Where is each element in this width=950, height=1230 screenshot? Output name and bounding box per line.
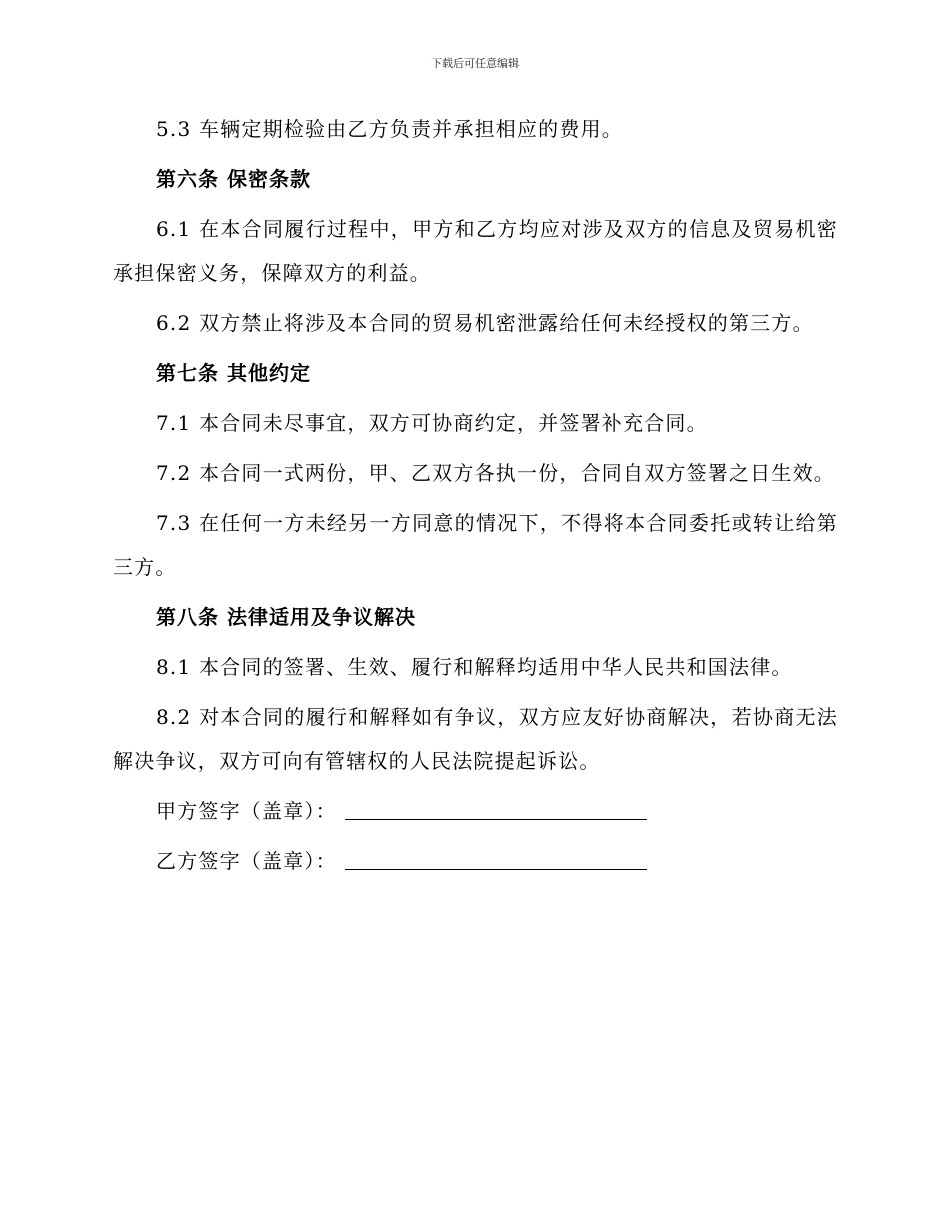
article-6-heading: 第六条 保密条款 [156,167,311,191]
clause-5-3: 5.3 车辆定期检验由乙方负责并承担相应的费用。 [156,117,623,141]
contract-body [113,107,838,889]
clause-8-2: 8.2 对本合同的履行和解释如有争议，双方应友好协商解决，若协商无法解决争议，双方可向有管辖权的人民法院提起诉讼。 [113,705,838,773]
party-a-signature-blank [345,818,647,820]
page-header-note: 下载后可任意编辑 [431,57,519,70]
clause-7-3: 7.3 在任何一方未经另一方同意的情况下，不得将本合同委托或转让给第三方。 [113,511,838,579]
clause-7-1: 7.1 本合同未尽事宜，双方可协商约定，并签署补充合同。 [156,411,708,435]
article-8-heading: 第八条 法律适用及争议解决 [156,605,416,629]
party-a-signature [113,789,838,833]
clause-6-1: 6.1 在本合同履行过程中，甲方和乙方均应对涉及双方的信息及贸易机密承担保密义务，保障双方的利益。 [113,217,838,285]
party-b-signature-blank [345,868,647,870]
article-7-heading: 第七条 其他约定 [156,361,311,385]
clause-8-1: 8.1 本合同的签署、生效、履行和解释均适用中华人民共和国法律。 [156,655,793,679]
party-a-signature-label: 甲方签字（盖章）： [156,799,337,823]
party-b-signature [113,839,838,883]
clause-6-2: 6.2 双方禁止将涉及本合同的贸易机密泄露给任何未经授权的第三方。 [156,311,814,335]
clause-7-2: 7.2 本合同一式两份，甲、乙双方各执一份，合同自双方签署之日生效。 [156,461,835,485]
party-b-signature-label: 乙方签字（盖章）： [156,849,337,873]
